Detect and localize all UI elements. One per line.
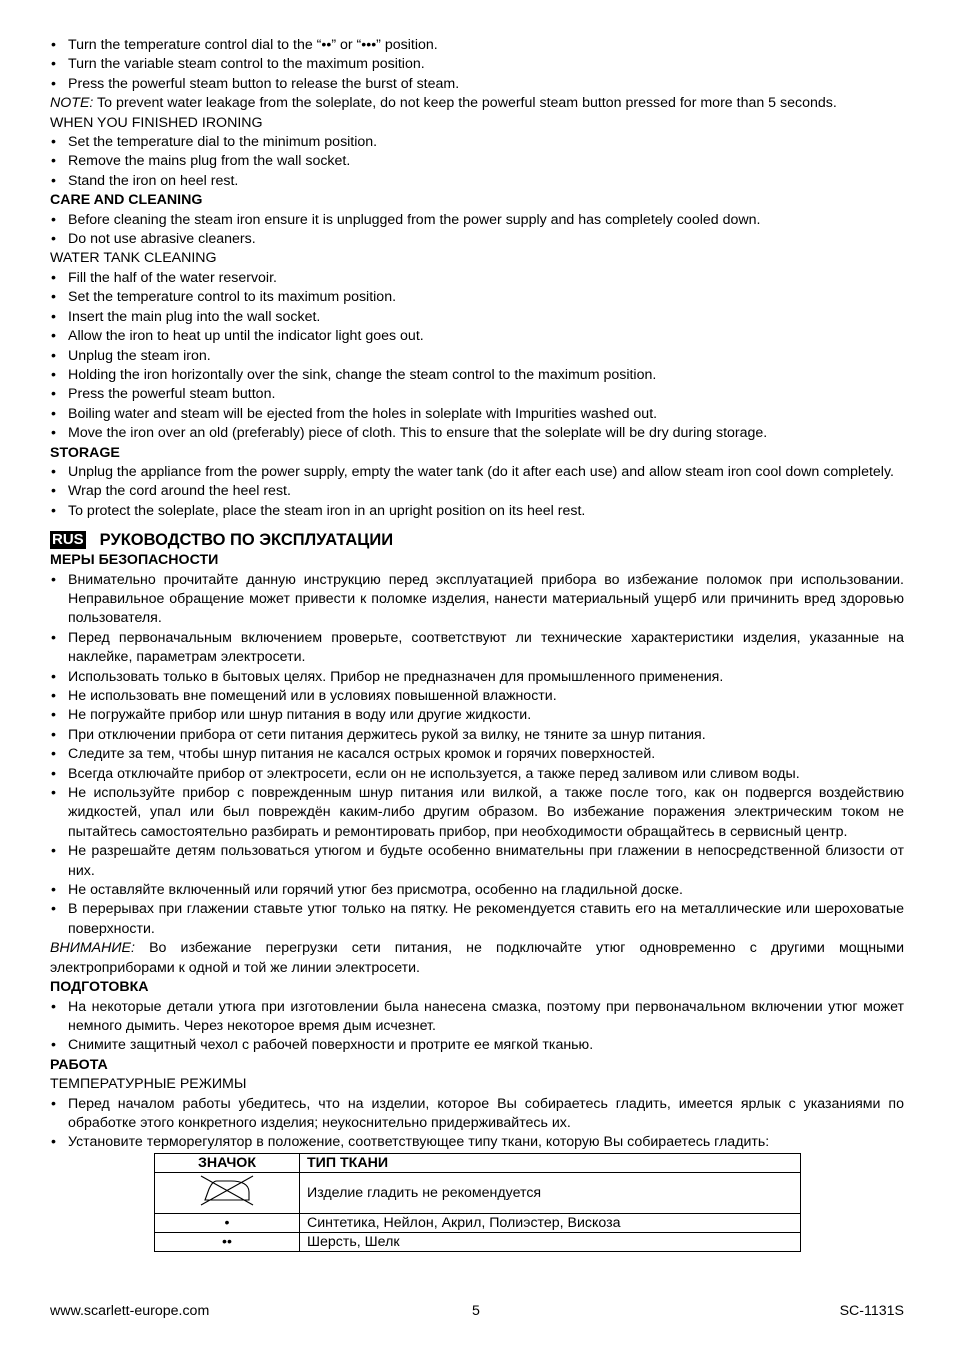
list-item: • Turn the variable steam control to the maximum position.	[50, 55, 904, 74]
warning-paragraph	[50, 939, 904, 978]
footer-model: SC-1131S	[839, 1303, 904, 1319]
prep-list	[50, 998, 904, 1056]
list-item: • Перед первоначальным включением проверьте, соответствуют ли технические характеристики изделия, указанные на наклейке, параметрам электросети.	[50, 629, 904, 668]
list-item: • Boiling water and steam will be ejected from the holes in soleplate with Impurities washed out.	[50, 405, 904, 424]
list-item: • Не погружайте прибор или шнур питания в воду или другие жидкости.	[50, 706, 904, 725]
list-item: • Set the temperature dial to the minimum position.	[50, 133, 904, 152]
list-item: • Set the temperature control to its maximum position.	[50, 288, 904, 307]
manual-page	[50, 36, 904, 1252]
list-item: • Снимите защитный чехол с рабочей поверхности и протрите ее мягкой тканью.	[50, 1036, 904, 1055]
temp-heading: ТЕМПЕРАТУРНЫЕ РЕЖИМЫ	[50, 1076, 247, 1093]
prep-heading: ПОДГОТОВКА	[50, 979, 149, 996]
care-heading: CARE AND CLEANING	[50, 192, 203, 209]
fabric-cell: Изделие гладить не рекомендуется	[300, 1172, 801, 1213]
symbol-cell: ••	[155, 1232, 300, 1251]
list-item: • Всегда отключайте прибор от электросети, если он не используется, а также перед заливом или сливом воды.	[50, 765, 904, 784]
list-item: • Следите за тем, чтобы шнур питания не касался острых кромок и горячих поверхностей.	[50, 745, 904, 764]
table-row	[155, 1213, 801, 1232]
finished-list	[50, 133, 904, 191]
list-item: • Before cleaning the steam iron ensure it is unplugged from the power supply and has completely cooled down.	[50, 211, 904, 230]
list-item: • Unplug the steam iron.	[50, 347, 904, 366]
list-item: • Fill the half of the water reservoir.	[50, 269, 904, 288]
list-item: • Allow the iron to heat up until the indicator light goes out.	[50, 327, 904, 346]
page-footer	[50, 1303, 904, 1319]
finished-heading: WHEN YOU FINISHED IRONING	[50, 114, 263, 131]
care-list	[50, 211, 904, 250]
list-item: • Insert the main plug into the wall socket.	[50, 308, 904, 327]
list-item: • Do not use abrasive cleaners.	[50, 230, 904, 249]
tank-list	[50, 269, 904, 444]
footer-website: www.scarlett-europe.com	[50, 1303, 210, 1319]
list-item: • Wrap the cord around the heel rest.	[50, 482, 904, 501]
list-item: • Move the iron over an old (preferably) piece of cloth. This to ensure that the soleplate will be dry during storage.	[50, 424, 904, 443]
footer-page-number: 5	[472, 1303, 480, 1319]
warning-text: Во избежание перегрузки сети питания, не подключайте утюг одновременно с другими мощными электроприборами к одной и той же линии электросети.	[50, 940, 904, 976]
list-item: • Press the powerful steam button.	[50, 385, 904, 404]
list-item: • Перед началом работы убедитесь, что на изделии, которое Вы собираетесь гладить, имеется ярлык с указаниями по обработке этого конкретного изделия; неукоснительно придерживайтесь их.	[50, 1095, 904, 1134]
col-symbol-header: ЗНАЧОК	[155, 1153, 300, 1172]
note-paragraph	[50, 94, 904, 113]
fabric-cell: Шерсть, Шелк	[300, 1232, 801, 1251]
storage-heading: STORAGE	[50, 444, 120, 461]
work-list	[50, 1095, 904, 1153]
work-heading: РАБОТА	[50, 1056, 108, 1073]
no-ironing-icon	[195, 1174, 259, 1207]
safety-heading: МЕРЫ БЕЗОПАСНОСТИ	[50, 552, 219, 569]
list-item: • Использовать только в бытовых целях. Прибор не предназначен для промышленного применения.	[50, 668, 904, 687]
fabric-table	[154, 1153, 801, 1252]
list-item: • Holding the iron horizontally over the sink, change the steam control to the maximum position.	[50, 366, 904, 385]
list-item: • При отключении прибора от сети питания держитесь рукой за вилку, не тяните за шнур питания.	[50, 726, 904, 745]
note-text: To prevent water leakage from the soleplate, do not keep the powerful steam button pressed for more than 5 seconds.	[93, 95, 837, 112]
list-item: • Turn the temperature control dial to the “••” or “•••” position.	[50, 36, 904, 55]
storage-list	[50, 463, 904, 521]
list-item: • Remove the mains plug from the wall socket.	[50, 152, 904, 171]
table-row	[155, 1172, 801, 1213]
list-item: • Не использовать вне помещений или в условиях повышенной влажности.	[50, 687, 904, 706]
list-item: • To protect the soleplate, place the steam iron in an upright position on its heel rest.	[50, 502, 904, 521]
list-item: • На некоторые детали утюга при изготовлении была нанесена смазка, поэтому при первоначальном включении утюг может немного дымить. Через некоторое время дым исчезнет.	[50, 998, 904, 1037]
table-header-row	[155, 1153, 801, 1172]
symbol-cell: •	[155, 1213, 300, 1232]
table-row	[155, 1232, 801, 1251]
list-item: • В перерывах при глажении ставьте утюг только на пятку. Не рекомендуется ставить его на металлические или шероховатые поверхности.	[50, 900, 904, 939]
note-label: NOTE:	[50, 95, 94, 112]
rus-section-title	[50, 529, 904, 551]
rus-badge: RUS	[52, 531, 84, 549]
symbol-cell	[155, 1172, 300, 1213]
list-item: • Установите терморегулятор в положение, соответствующее типу ткани, которую Вы собираетесь гладить:	[50, 1133, 904, 1152]
fabric-cell: Синтетика, Нейлон, Акрил, Полиэстер, Вискоза	[300, 1213, 801, 1232]
list-item: • Внимательно прочитайте данную инструкцию перед эксплуатацией прибора во избежание поломок при использовании. Неправильное обращение может привести к поломке изделия, нанести материальный ущерб или причинить вред здоровью пользователя.	[50, 571, 904, 629]
rus-title-text: РУКОВОДСТВО ПО ЭКСПЛУАТАЦИИ	[99, 531, 394, 550]
list-item: • Не используйте прибор с поврежденным шнур питания или вилкой, а также после того, как он подвергся воздействию жидкостей, упал или был повреждён каким-либо другим образом. Во избежание поражения электрическим током не пытайтесь самостоятельно разбирать и ремонтировать прибор, при необходимости обращайтесь в сервисный центр.	[50, 784, 904, 842]
list-item: • Unplug the appliance from the power supply, empty the water tank (do it after each use) and allow steam iron cool down completely.	[50, 463, 904, 482]
list-item: • Не оставляйте включенный или горячий утюг без присмотра, особенно на гладильной доске.	[50, 881, 904, 900]
list-item: • Не разрешайте детям пользоваться утюгом и будьте особенно внимательны при глажении в непосредственной близости от них.	[50, 842, 904, 881]
warning-label: ВНИМАНИЕ:	[50, 940, 135, 957]
col-fabric-header: ТИП ТКАНИ	[300, 1153, 801, 1172]
tank-heading: WATER TANK CLEANING	[50, 250, 217, 267]
safety-list	[50, 571, 904, 940]
list-item: • Press the powerful steam button to release the burst of steam.	[50, 75, 904, 94]
list-item: • Stand the iron on heel rest.	[50, 172, 904, 191]
intro-list	[50, 36, 904, 94]
